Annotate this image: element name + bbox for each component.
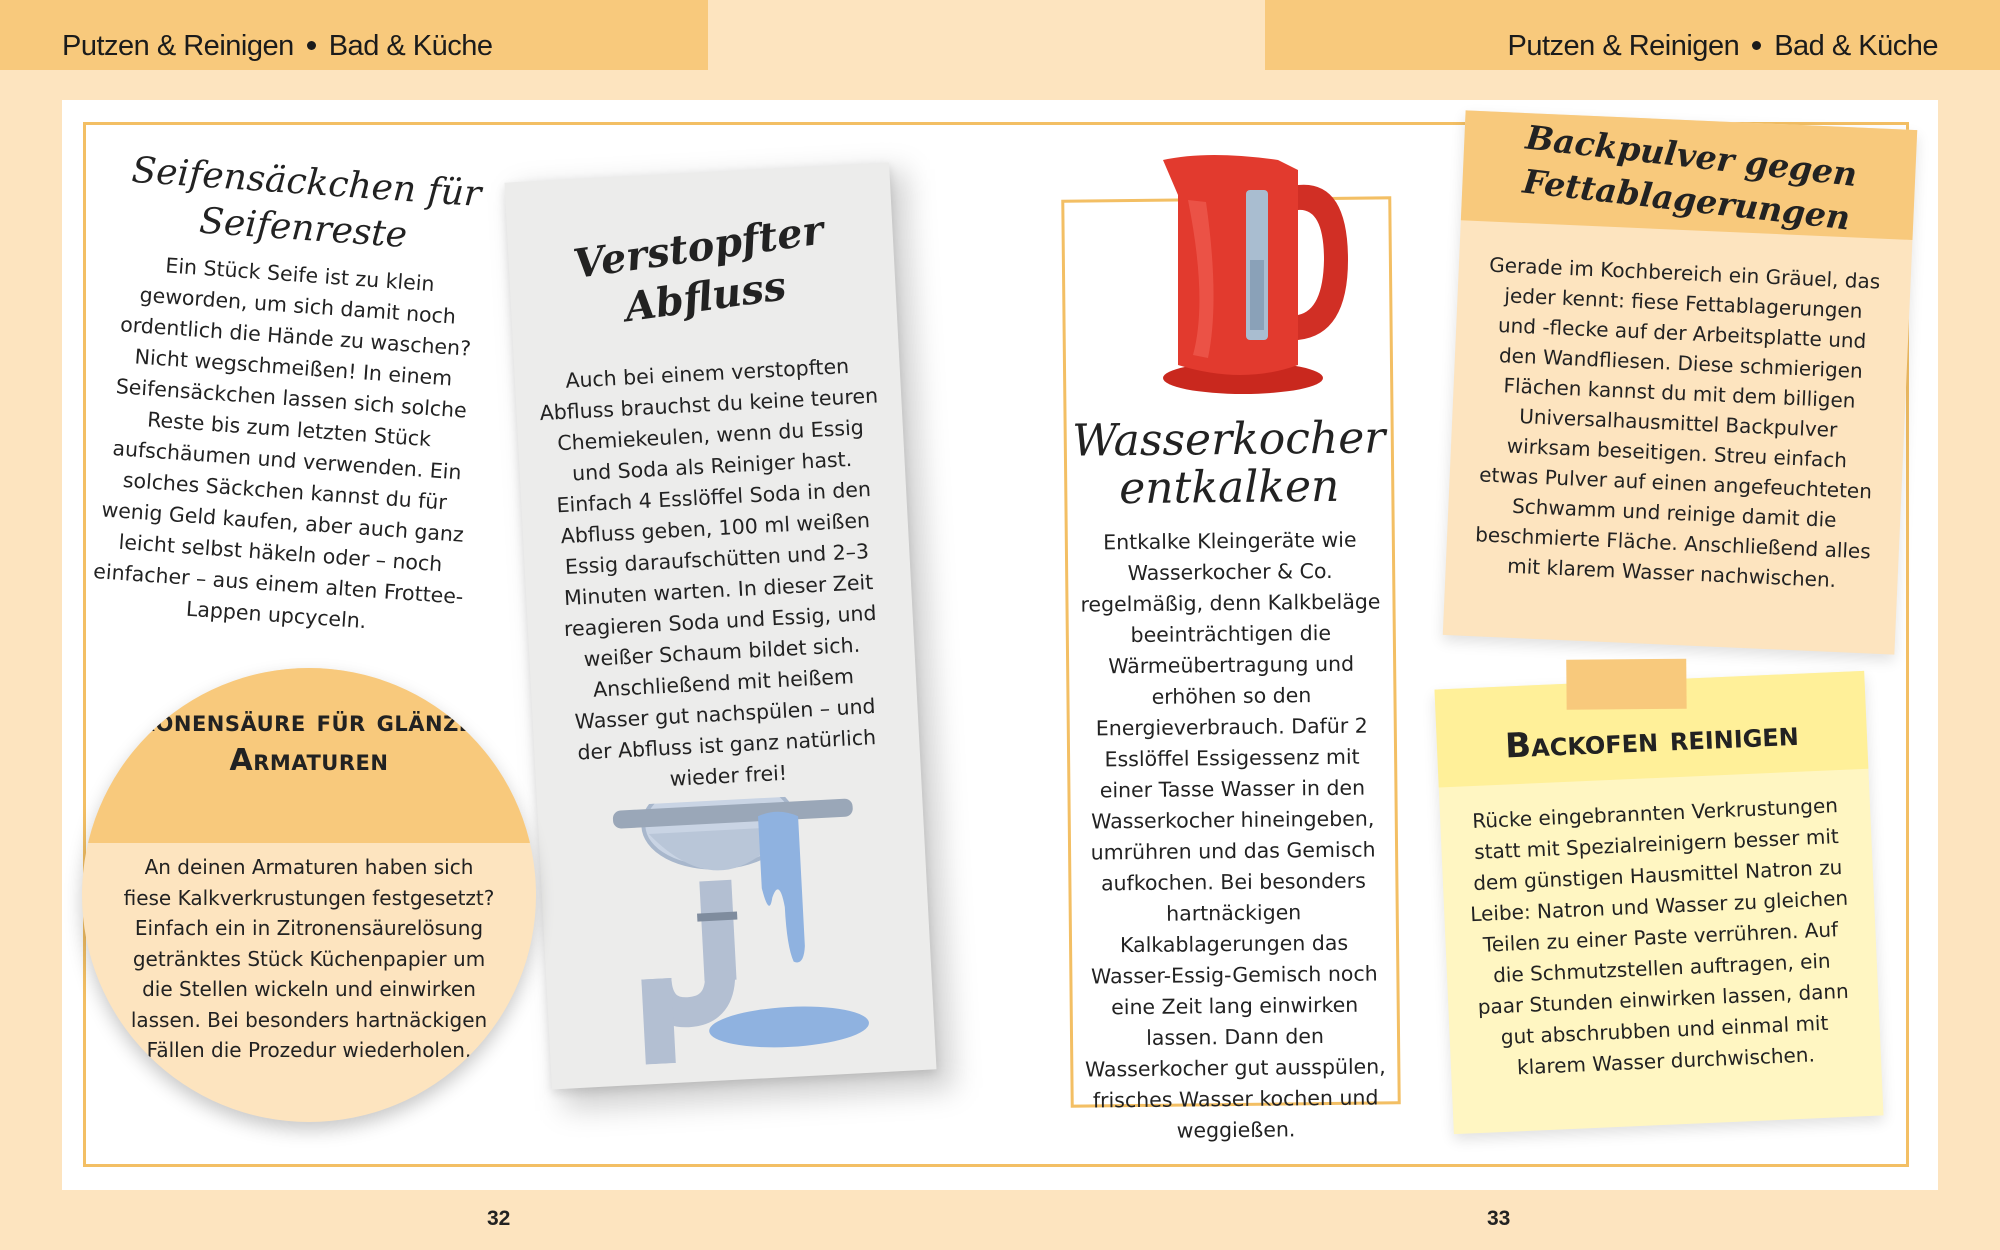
tip-title: Wasserkocher entkalken <box>1071 412 1386 515</box>
kettle-icon <box>1148 150 1358 400</box>
tip-text: Ein Stück Seife ist zu klein geworden, um sich damit noch ordentlich die Hände zu waschen? Nicht wegschmeißen! In einem Seifensäckchen lassen sich solche Reste bis zum letzten Stück aufschäumen und verwenden. Ein solches Säckchen kannst du für wenig Geld kaufen, aber auch ganz leicht selbst häkeln oder – noch einfacher – aus einem alten Frottee-Lappen upcyceln. <box>92 253 472 634</box>
tape-strip <box>1566 659 1686 710</box>
header-left-text <box>62 30 493 63</box>
header-left <box>0 0 708 70</box>
tip-title: Seifensäckchen für Seifenreste <box>130 149 483 257</box>
header-subsection: Bad & Küche <box>328 30 493 62</box>
tip-seifensaeckchen <box>86 147 498 644</box>
page-number-left: 32 <box>487 1207 511 1230</box>
tip-backofen <box>1434 671 1883 1134</box>
tip-text: Rücke eingebrannten Verkrustungen statt mit Spezialreinigern besser mit dem günstigen Hausmittel Natron zu Leibe: Natron und Wasser zu gleichen Teilen zu einer Paste verrühren. Auf die Schmutzstellen auftragen, ein paar Stunden einwirken lassen, dann gut abschrubben und einmal mit klarem Wasser durchwischen. <box>1469 793 1850 1080</box>
header-right-text <box>1507 30 1938 63</box>
tip-abfluss <box>505 163 937 1090</box>
sink-drain-icon <box>607 793 880 1066</box>
header-section: Putzen & Reinigen <box>62 30 294 62</box>
tip-zitronensaeure <box>82 668 536 1122</box>
tip-title: Verstopfter Abfluss <box>570 206 827 332</box>
header-subsection: Bad & Küche <box>1774 30 1938 62</box>
tip-text: Entkalke Kleingeräte wie Wasserkocher & Co. regelmäßig, denn Kalkbeläge beeinträchtigen die Wärmeübertragung und erhöhen so den Energieverbrauch. Dafür 2 Esslöffel Essigessenz mit einer Tasse Wasser in den Wasserkocher hineingeben, umrühren und das Gemisch aufkochen. Bei besonders hartnäckigen Kalkablagerungen das Wasser-Essig-Gemisch noch eine Zeit lang einwirken lassen. Dann den Wasserkocher gut ausspülen, frisches Wasser kochen und weggießen. <box>1080 527 1386 1143</box>
page-number-right: 33 <box>1487 1207 1511 1230</box>
tip-backpulver <box>1443 110 1917 654</box>
header-section: Putzen & Reinigen <box>1507 30 1740 62</box>
tip-title: Backpulver gegen Fettablagerungen <box>1520 117 1860 238</box>
tip-text: Gerade im Kochbereich ein Gräuel, das jeder kennt: fiese Fettablagerungen und -flecke auf der Arbeitsplatte und den Wandfliesen. Diese schmierigen Flächen kannst du mit dem billigen Universalhausmittel Backpulver wirksam beseitigen. Streu einfach etwas Pulver auf einen angefeuchteten Schwamm und reinige damit die beschmierte Fläche. Anschließend alles mit klarem Wasser nachwischen. <box>1474 252 1881 592</box>
tip-title: Backofen reinigen <box>1504 713 1800 767</box>
header-right <box>1265 0 2000 70</box>
bullet-dot-icon <box>307 41 316 50</box>
bullet-dot-icon <box>1752 41 1761 50</box>
tip-text: Auch bei einem verstopften Abfluss brauchst du keine teuren Chemiekeulen, wenn du Essig und Soda als Reiniger hast. Einfach 4 Esslöffel Soda in den Abfluss geben, 100 ml weißen Essig daraufschütten und 2–3 Minuten warten. In dieser Zeit reagieren Soda und Essig, und weißer Schaum bildet sich. Anschließend mit heißem Wasser gut nachspülen – und der Abfluss ist ganz natürlich wieder frei! <box>539 353 879 791</box>
tip-text: An deinen Armaturen haben sich fiese Kalkverkrustungen festgesetzt? Einfach ein in Zitronensäurelösung getränktes Stück Küchenpapier um die Stellen wickeln und einwirken lassen. Bei besonders hartnäckigen Fällen die Prozedur wiederholen. <box>123 855 495 1062</box>
tip-title: Zitronensäure für glänzende Armaturen <box>93 704 525 778</box>
